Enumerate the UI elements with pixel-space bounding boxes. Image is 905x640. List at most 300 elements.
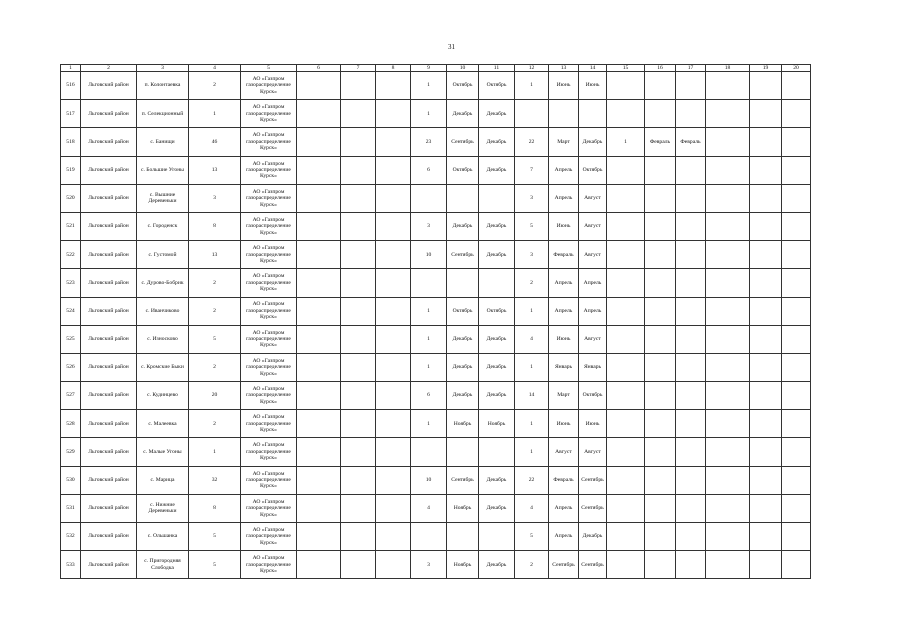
- cell-settlement: с. Марица: [137, 466, 189, 494]
- cell-settlement: с. Малые Угоны: [137, 438, 189, 466]
- cell-col-15: [607, 523, 645, 551]
- cell-col-6: [297, 212, 341, 240]
- column-header-15: 15: [607, 65, 645, 72]
- cell-col-18: [706, 523, 750, 551]
- cell-col-18: [706, 438, 750, 466]
- cell-col-17: [676, 551, 706, 579]
- cell-row-number: 532: [61, 523, 81, 551]
- cell-col-16: Февраль: [645, 128, 676, 156]
- cell-col-13: Январь: [549, 353, 579, 381]
- cell-district: Льговский район: [81, 212, 137, 240]
- cell-col-14: Октябрь: [579, 382, 607, 410]
- cell-organization: АО «Газпром газораспределение Курск»: [241, 466, 297, 494]
- cell-col-9: 1: [411, 353, 447, 381]
- cell-col-15: [607, 466, 645, 494]
- cell-count: 8: [189, 494, 241, 522]
- cell-col-14: Август: [579, 241, 607, 269]
- cell-col-20: [782, 410, 811, 438]
- cell-col-6: [297, 156, 341, 184]
- cell-col-15: [607, 156, 645, 184]
- table-row: [61, 494, 811, 522]
- column-header-12: 12: [515, 65, 549, 72]
- cell-col-13: Март: [549, 382, 579, 410]
- cell-col-12: 1: [515, 297, 549, 325]
- cell-col-18: [706, 184, 750, 212]
- cell-col-19: [750, 212, 782, 240]
- cell-col-20: [782, 494, 811, 522]
- cell-organization: АО «Газпром газораспределение Курск»: [241, 100, 297, 128]
- cell-col-9: 23: [411, 128, 447, 156]
- cell-col-9: 3: [411, 212, 447, 240]
- cell-district: Льговский район: [81, 438, 137, 466]
- cell-col-20: [782, 72, 811, 100]
- cell-col-12: 7: [515, 156, 549, 184]
- cell-col-20: [782, 241, 811, 269]
- cell-col-13: Июнь: [549, 212, 579, 240]
- cell-row-number: 523: [61, 269, 81, 297]
- table-row: [61, 72, 811, 100]
- cell-col-7: [341, 494, 376, 522]
- cell-col-7: [341, 382, 376, 410]
- cell-col-14: [579, 100, 607, 128]
- cell-col-19: [750, 128, 782, 156]
- cell-col-18: [706, 353, 750, 381]
- cell-col-18: [706, 269, 750, 297]
- cell-col-15: [607, 410, 645, 438]
- cell-col-17: [676, 100, 706, 128]
- cell-settlement: с. Кудинцево: [137, 382, 189, 410]
- cell-col-19: [750, 269, 782, 297]
- cell-col-20: [782, 128, 811, 156]
- cell-col-15: [607, 212, 645, 240]
- cell-col-12: 2: [515, 551, 549, 579]
- cell-col-13: Апрель: [549, 269, 579, 297]
- cell-col-20: [782, 297, 811, 325]
- cell-col-20: [782, 269, 811, 297]
- cell-district: Льговский район: [81, 325, 137, 353]
- cell-col-16: [645, 212, 676, 240]
- cell-col-17: [676, 466, 706, 494]
- cell-col-11: Декабрь: [479, 494, 515, 522]
- cell-col-15: [607, 438, 645, 466]
- cell-district: Льговский район: [81, 494, 137, 522]
- cell-col-8: [376, 184, 411, 212]
- cell-col-7: [341, 156, 376, 184]
- cell-district: Льговский район: [81, 353, 137, 381]
- cell-row-number: 531: [61, 494, 81, 522]
- column-header-9: 9: [411, 65, 447, 72]
- cell-col-8: [376, 382, 411, 410]
- cell-col-7: [341, 241, 376, 269]
- cell-row-number: 527: [61, 382, 81, 410]
- cell-col-10: Декабрь: [447, 100, 479, 128]
- cell-organization: АО «Газпром газораспределение Курск»: [241, 551, 297, 579]
- cell-col-11: [479, 523, 515, 551]
- cell-col-9: 6: [411, 156, 447, 184]
- column-header-13: 13: [549, 65, 579, 72]
- cell-district: Льговский район: [81, 551, 137, 579]
- cell-col-15: [607, 269, 645, 297]
- cell-count: 13: [189, 241, 241, 269]
- cell-col-19: [750, 410, 782, 438]
- cell-col-7: [341, 325, 376, 353]
- cell-col-16: [645, 156, 676, 184]
- cell-col-13: Июнь: [549, 72, 579, 100]
- cell-col-9: [411, 184, 447, 212]
- cell-col-19: [750, 325, 782, 353]
- cell-col-8: [376, 212, 411, 240]
- cell-col-10: Декабрь: [447, 382, 479, 410]
- cell-col-19: [750, 184, 782, 212]
- table-row: [61, 184, 811, 212]
- cell-col-12: 5: [515, 212, 549, 240]
- column-header-5: 5: [241, 65, 297, 72]
- cell-col-15: 1: [607, 128, 645, 156]
- cell-settlement: с. Городенск: [137, 212, 189, 240]
- cell-col-6: [297, 438, 341, 466]
- cell-col-18: [706, 325, 750, 353]
- cell-col-13: Июнь: [549, 410, 579, 438]
- cell-col-19: [750, 494, 782, 522]
- cell-col-18: [706, 382, 750, 410]
- cell-col-14: Апрель: [579, 269, 607, 297]
- cell-settlement: с. Кромские Быки: [137, 353, 189, 381]
- cell-district: Льговский район: [81, 100, 137, 128]
- column-header-7: 7: [341, 65, 376, 72]
- cell-col-6: [297, 325, 341, 353]
- cell-organization: АО «Газпром газораспределение Курск»: [241, 494, 297, 522]
- column-header-1: 1: [61, 65, 81, 72]
- cell-row-number: 529: [61, 438, 81, 466]
- table-row: [61, 128, 811, 156]
- cell-col-18: [706, 410, 750, 438]
- table-row: [61, 156, 811, 184]
- cell-col-12: 22: [515, 128, 549, 156]
- cell-col-7: [341, 551, 376, 579]
- table-row: [61, 466, 811, 494]
- cell-organization: АО «Газпром газораспределение Курск»: [241, 269, 297, 297]
- cell-col-9: 1: [411, 410, 447, 438]
- cell-col-19: [750, 297, 782, 325]
- cell-col-18: [706, 212, 750, 240]
- cell-col-8: [376, 269, 411, 297]
- cell-col-10: [447, 184, 479, 212]
- cell-col-17: [676, 523, 706, 551]
- cell-col-6: [297, 466, 341, 494]
- cell-count: 46: [189, 128, 241, 156]
- cell-col-14: Август: [579, 212, 607, 240]
- cell-settlement: с. Вышние Деревеньки: [137, 184, 189, 212]
- cell-col-8: [376, 551, 411, 579]
- cell-row-number: 533: [61, 551, 81, 579]
- cell-col-12: 3: [515, 184, 549, 212]
- table-row: [61, 269, 811, 297]
- cell-col-7: [341, 72, 376, 100]
- cell-col-20: [782, 551, 811, 579]
- cell-col-14: Январь: [579, 353, 607, 381]
- cell-col-15: [607, 325, 645, 353]
- cell-organization: АО «Газпром газораспределение Курск»: [241, 438, 297, 466]
- cell-col-9: 4: [411, 494, 447, 522]
- column-header-20: 20: [782, 65, 811, 72]
- cell-col-12: 1: [515, 410, 549, 438]
- cell-col-7: [341, 523, 376, 551]
- cell-district: Льговский район: [81, 241, 137, 269]
- cell-col-12: 3: [515, 241, 549, 269]
- cell-col-17: [676, 269, 706, 297]
- cell-col-13: Сентябрь: [549, 551, 579, 579]
- cell-col-20: [782, 382, 811, 410]
- cell-col-20: [782, 212, 811, 240]
- cell-col-10: Сентябрь: [447, 466, 479, 494]
- cell-col-12: 5: [515, 523, 549, 551]
- cell-col-9: [411, 438, 447, 466]
- cell-col-6: [297, 410, 341, 438]
- cell-col-7: [341, 269, 376, 297]
- cell-district: Льговский район: [81, 297, 137, 325]
- cell-district: Льговский район: [81, 269, 137, 297]
- cell-col-10: Декабрь: [447, 325, 479, 353]
- cell-col-7: [341, 410, 376, 438]
- cell-col-20: [782, 184, 811, 212]
- cell-col-7: [341, 212, 376, 240]
- cell-col-15: [607, 100, 645, 128]
- column-header-19: 19: [750, 65, 782, 72]
- cell-col-8: [376, 438, 411, 466]
- cell-row-number: 517: [61, 100, 81, 128]
- cell-col-16: [645, 438, 676, 466]
- cell-settlement: с. Малеевка: [137, 410, 189, 438]
- cell-col-20: [782, 353, 811, 381]
- table-row: [61, 297, 811, 325]
- cell-col-15: [607, 297, 645, 325]
- cell-col-7: [341, 128, 376, 156]
- cell-col-6: [297, 72, 341, 100]
- cell-settlement: с. Большие Угоны: [137, 156, 189, 184]
- cell-col-17: [676, 410, 706, 438]
- cell-row-number: 518: [61, 128, 81, 156]
- cell-col-17: [676, 438, 706, 466]
- cell-col-10: [447, 523, 479, 551]
- cell-organization: АО «Газпром газораспределение Курск»: [241, 523, 297, 551]
- cell-col-16: [645, 466, 676, 494]
- cell-col-9: 3: [411, 551, 447, 579]
- cell-row-number: 520: [61, 184, 81, 212]
- cell-col-19: [750, 382, 782, 410]
- cell-count: 8: [189, 212, 241, 240]
- cell-col-8: [376, 466, 411, 494]
- cell-col-19: [750, 466, 782, 494]
- cell-district: Льговский район: [81, 382, 137, 410]
- cell-organization: АО «Газпром газораспределение Курск»: [241, 353, 297, 381]
- cell-col-13: Апрель: [549, 156, 579, 184]
- cell-col-8: [376, 128, 411, 156]
- cell-col-11: Декабрь: [479, 241, 515, 269]
- cell-col-6: [297, 551, 341, 579]
- table-row: [61, 212, 811, 240]
- cell-col-7: [341, 466, 376, 494]
- cell-district: Льговский район: [81, 156, 137, 184]
- table-row: [61, 325, 811, 353]
- cell-col-11: Декабрь: [479, 128, 515, 156]
- cell-settlement: с. Густомой: [137, 241, 189, 269]
- cell-col-20: [782, 325, 811, 353]
- cell-col-11: Декабрь: [479, 100, 515, 128]
- cell-col-13: Февраль: [549, 466, 579, 494]
- cell-col-17: Февраль: [676, 128, 706, 156]
- cell-count: 13: [189, 156, 241, 184]
- cell-col-10: Октябрь: [447, 156, 479, 184]
- cell-col-14: Декабрь: [579, 523, 607, 551]
- cell-col-13: Апрель: [549, 184, 579, 212]
- cell-col-19: [750, 353, 782, 381]
- column-header-18: 18: [706, 65, 750, 72]
- cell-col-14: Декабрь: [579, 128, 607, 156]
- cell-col-9: [411, 269, 447, 297]
- cell-col-11: Ноябрь: [479, 410, 515, 438]
- cell-col-14: Август: [579, 184, 607, 212]
- cell-col-6: [297, 382, 341, 410]
- cell-col-12: 1: [515, 353, 549, 381]
- cell-col-16: [645, 382, 676, 410]
- cell-col-10: Октябрь: [447, 297, 479, 325]
- page-number: 31: [448, 43, 455, 51]
- cell-count: 5: [189, 551, 241, 579]
- cell-col-11: Октябрь: [479, 297, 515, 325]
- cell-col-15: [607, 184, 645, 212]
- cell-col-17: [676, 353, 706, 381]
- cell-col-11: Декабрь: [479, 466, 515, 494]
- cell-col-8: [376, 241, 411, 269]
- cell-col-8: [376, 353, 411, 381]
- table-row: [61, 523, 811, 551]
- cell-settlement: с. Банищи: [137, 128, 189, 156]
- cell-count: 5: [189, 523, 241, 551]
- header-row: [61, 65, 811, 72]
- cell-col-9: 1: [411, 72, 447, 100]
- cell-col-18: [706, 297, 750, 325]
- cell-col-8: [376, 156, 411, 184]
- column-header-8: 8: [376, 65, 411, 72]
- cell-organization: АО «Газпром газораспределение Курск»: [241, 212, 297, 240]
- column-header-4: 4: [189, 65, 241, 72]
- cell-col-17: [676, 382, 706, 410]
- column-header-11: 11: [479, 65, 515, 72]
- cell-col-20: [782, 100, 811, 128]
- cell-count: 5: [189, 325, 241, 353]
- cell-organization: АО «Газпром газораспределение Курск»: [241, 156, 297, 184]
- cell-col-9: [411, 523, 447, 551]
- cell-col-11: Октябрь: [479, 72, 515, 100]
- cell-col-13: Июнь: [549, 325, 579, 353]
- cell-col-13: Март: [549, 128, 579, 156]
- cell-col-9: 1: [411, 100, 447, 128]
- cell-col-20: [782, 438, 811, 466]
- cell-col-14: Июнь: [579, 72, 607, 100]
- cell-col-7: [341, 100, 376, 128]
- cell-col-14: Август: [579, 438, 607, 466]
- cell-col-14: Сентябрь: [579, 494, 607, 522]
- cell-col-11: [479, 184, 515, 212]
- cell-col-12: 1: [515, 438, 549, 466]
- cell-settlement: с. Износково: [137, 325, 189, 353]
- cell-row-number: 521: [61, 212, 81, 240]
- data-table: [60, 64, 811, 579]
- cell-col-9: 10: [411, 241, 447, 269]
- cell-col-16: [645, 523, 676, 551]
- cell-col-10: Декабрь: [447, 353, 479, 381]
- cell-col-15: [607, 241, 645, 269]
- table-row: [61, 410, 811, 438]
- cell-col-14: Сентябрь: [579, 466, 607, 494]
- cell-col-19: [750, 156, 782, 184]
- column-header-3: 3: [137, 65, 189, 72]
- cell-col-8: [376, 72, 411, 100]
- cell-organization: АО «Газпром газораспределение Курск»: [241, 184, 297, 212]
- cell-col-18: [706, 241, 750, 269]
- cell-col-18: [706, 551, 750, 579]
- cell-count: 2: [189, 269, 241, 297]
- table-row: [61, 551, 811, 579]
- cell-col-8: [376, 100, 411, 128]
- cell-row-number: 528: [61, 410, 81, 438]
- cell-col-20: [782, 156, 811, 184]
- cell-row-number: 516: [61, 72, 81, 100]
- cell-settlement: п. Селекционный: [137, 100, 189, 128]
- cell-col-16: [645, 551, 676, 579]
- cell-organization: АО «Газпром газораспределение Курск»: [241, 128, 297, 156]
- cell-col-6: [297, 297, 341, 325]
- cell-count: 1: [189, 438, 241, 466]
- cell-col-7: [341, 438, 376, 466]
- cell-col-10: Сентябрь: [447, 241, 479, 269]
- cell-col-6: [297, 523, 341, 551]
- cell-col-15: [607, 382, 645, 410]
- cell-col-17: [676, 297, 706, 325]
- cell-row-number: 522: [61, 241, 81, 269]
- cell-col-11: Декабрь: [479, 156, 515, 184]
- cell-col-12: 22: [515, 466, 549, 494]
- cell-col-12: 4: [515, 494, 549, 522]
- cell-col-12: [515, 100, 549, 128]
- cell-col-16: [645, 72, 676, 100]
- cell-col-6: [297, 241, 341, 269]
- cell-col-10: Сентябрь: [447, 128, 479, 156]
- cell-col-8: [376, 494, 411, 522]
- cell-organization: АО «Газпром газораспределение Курск»: [241, 410, 297, 438]
- cell-organization: АО «Газпром газораспределение Курск»: [241, 241, 297, 269]
- cell-settlement: с. Дурово-Бобрик: [137, 269, 189, 297]
- cell-col-15: [607, 72, 645, 100]
- cell-col-17: [676, 494, 706, 522]
- cell-col-15: [607, 551, 645, 579]
- cell-col-20: [782, 466, 811, 494]
- cell-district: Льговский район: [81, 523, 137, 551]
- cell-col-13: Апрель: [549, 297, 579, 325]
- cell-col-17: [676, 184, 706, 212]
- cell-col-13: Август: [549, 438, 579, 466]
- cell-col-13: Февраль: [549, 241, 579, 269]
- cell-col-16: [645, 269, 676, 297]
- cell-settlement: п. Колонтаевка: [137, 72, 189, 100]
- cell-col-19: [750, 100, 782, 128]
- cell-col-12: 14: [515, 382, 549, 410]
- cell-col-6: [297, 353, 341, 381]
- cell-col-17: [676, 156, 706, 184]
- cell-col-15: [607, 353, 645, 381]
- cell-col-11: Декабрь: [479, 382, 515, 410]
- cell-col-8: [376, 325, 411, 353]
